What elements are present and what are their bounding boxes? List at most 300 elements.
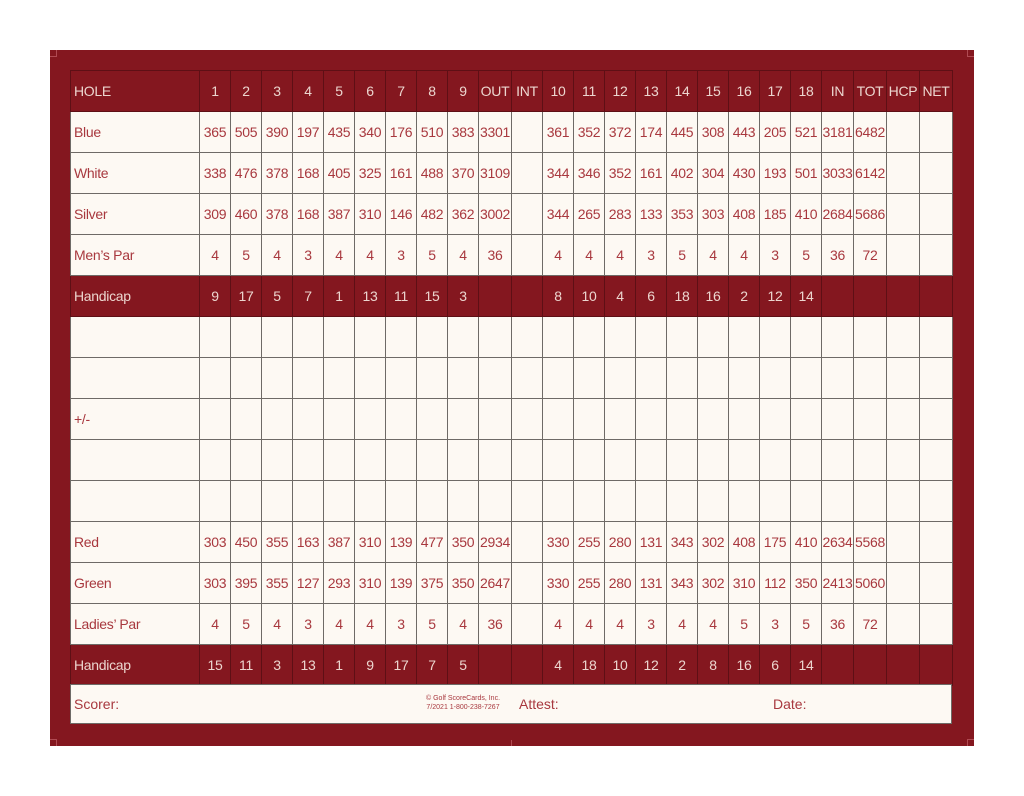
score-cell: 11 — [231, 645, 262, 686]
score-cell[interactable] — [448, 481, 479, 522]
score-cell[interactable] — [574, 317, 605, 358]
score-cell: 4 — [698, 235, 729, 276]
score-cell: 133 — [636, 194, 667, 235]
score-cell: 175 — [760, 522, 791, 563]
score-cell[interactable] — [698, 317, 729, 358]
score-cell: 193 — [760, 153, 791, 194]
score-cell[interactable] — [448, 358, 479, 399]
net-cell[interactable] — [920, 563, 953, 604]
tot-cell[interactable] — [854, 317, 887, 358]
score-cell[interactable] — [417, 399, 448, 440]
table-row — [71, 112, 953, 153]
score-cell: 402 — [667, 153, 698, 194]
score-cell: 4 — [605, 604, 636, 645]
out-cell: 36 — [479, 235, 512, 276]
header-hole-6: 6 — [355, 71, 386, 112]
score-cell[interactable] — [543, 317, 574, 358]
out-cell[interactable] — [479, 440, 512, 481]
row-label: Silver — [71, 194, 200, 235]
score-cell: 390 — [262, 112, 293, 153]
net-cell[interactable] — [920, 481, 953, 522]
center-fold-mark — [511, 740, 512, 746]
in-cell: 3181 — [822, 112, 854, 153]
score-cell: 4 — [324, 604, 355, 645]
hcp-cell[interactable] — [887, 235, 920, 276]
score-cell: 4 — [543, 235, 574, 276]
score-cell: 445 — [667, 112, 698, 153]
in-cell — [822, 645, 854, 686]
score-cell[interactable] — [574, 399, 605, 440]
score-cell[interactable] — [698, 358, 729, 399]
score-cell[interactable] — [324, 481, 355, 522]
score-cell: 387 — [324, 522, 355, 563]
score-cell: 5 — [791, 604, 822, 645]
score-cell: 2 — [667, 645, 698, 686]
score-cell: 3 — [293, 604, 324, 645]
score-cell: 343 — [667, 522, 698, 563]
out-cell[interactable] — [479, 481, 512, 522]
score-cell: 197 — [293, 112, 324, 153]
score-cell[interactable] — [760, 399, 791, 440]
score-cell[interactable] — [760, 481, 791, 522]
score-cell: 5 — [262, 276, 293, 317]
score-cell[interactable] — [729, 481, 760, 522]
score-cell: 435 — [324, 112, 355, 153]
tot-cell — [854, 645, 887, 686]
score-cell: 280 — [605, 563, 636, 604]
score-cell[interactable] — [386, 358, 417, 399]
score-cell: 4 — [667, 604, 698, 645]
score-cell: 303 — [698, 194, 729, 235]
score-cell[interactable] — [386, 481, 417, 522]
score-cell: 12 — [760, 276, 791, 317]
score-cell: 5 — [667, 235, 698, 276]
score-cell: 3 — [262, 645, 293, 686]
hcp-cell[interactable] — [887, 358, 920, 399]
score-cell[interactable] — [293, 399, 324, 440]
tot-cell[interactable] — [854, 358, 887, 399]
score-cell[interactable] — [231, 317, 262, 358]
score-cell: 4 — [262, 235, 293, 276]
crop-mark — [967, 739, 974, 746]
int-cell[interactable] — [512, 399, 543, 440]
int-cell — [512, 276, 543, 317]
score-cell[interactable] — [262, 440, 293, 481]
tot-cell: 5568 — [854, 522, 887, 563]
score-cell: 362 — [448, 194, 479, 235]
in-cell — [822, 276, 854, 317]
score-cell[interactable] — [605, 317, 636, 358]
score-cell: 355 — [262, 522, 293, 563]
score-cell[interactable] — [231, 358, 262, 399]
crop-mark — [50, 50, 57, 57]
score-cell[interactable] — [324, 358, 355, 399]
score-cell: 4 — [698, 604, 729, 645]
in-cell: 2413 — [822, 563, 854, 604]
score-cell: 378 — [262, 153, 293, 194]
row-label: Men’s Par — [71, 235, 200, 276]
hcp-cell[interactable] — [887, 399, 920, 440]
score-cell[interactable] — [605, 358, 636, 399]
in-cell: 36 — [822, 235, 854, 276]
score-cell[interactable] — [667, 317, 698, 358]
int-cell[interactable] — [512, 317, 543, 358]
score-cell: 265 — [574, 194, 605, 235]
net-cell[interactable] — [920, 399, 953, 440]
score-cell: 303 — [200, 522, 231, 563]
copyright-notice — [426, 694, 500, 712]
hcp-cell[interactable] — [887, 112, 920, 153]
score-cell[interactable] — [636, 399, 667, 440]
tot-cell: 6142 — [854, 153, 887, 194]
net-cell[interactable] — [920, 194, 953, 235]
score-cell[interactable] — [448, 440, 479, 481]
score-cell[interactable] — [791, 317, 822, 358]
score-cell[interactable] — [200, 440, 231, 481]
out-cell[interactable] — [479, 399, 512, 440]
score-cell: 15 — [200, 645, 231, 686]
score-cell: 378 — [262, 194, 293, 235]
tot-cell[interactable] — [854, 399, 887, 440]
in-cell: 2684 — [822, 194, 854, 235]
row-label: Ladies’ Par — [71, 604, 200, 645]
row-label — [71, 317, 200, 358]
table-row — [71, 317, 953, 358]
copyright-line-2: 7/2021 1-800-238-7267 — [426, 704, 500, 711]
hcp-cell[interactable] — [887, 604, 920, 645]
score-cell[interactable] — [448, 317, 479, 358]
hcp-cell[interactable] — [887, 194, 920, 235]
score-cell[interactable] — [791, 481, 822, 522]
score-cell: 350 — [448, 563, 479, 604]
score-cell: 161 — [386, 153, 417, 194]
header-hole-11: 11 — [574, 71, 605, 112]
header-hole-9: 9 — [448, 71, 479, 112]
tot-cell — [854, 276, 887, 317]
score-cell[interactable] — [574, 358, 605, 399]
hcp-cell[interactable] — [887, 522, 920, 563]
score-cell[interactable] — [667, 440, 698, 481]
score-cell: 5 — [231, 235, 262, 276]
tot-cell: 72 — [854, 235, 887, 276]
score-cell: 410 — [791, 522, 822, 563]
row-label — [71, 358, 200, 399]
score-cell[interactable] — [262, 358, 293, 399]
score-cell[interactable] — [200, 481, 231, 522]
out-cell: 2647 — [479, 563, 512, 604]
tot-cell[interactable] — [854, 440, 887, 481]
score-cell[interactable] — [262, 399, 293, 440]
score-cell: 4 — [448, 604, 479, 645]
score-cell[interactable] — [355, 358, 386, 399]
score-cell: 10 — [574, 276, 605, 317]
score-cell[interactable] — [760, 440, 791, 481]
score-cell: 365 — [200, 112, 231, 153]
hcp-cell[interactable] — [887, 317, 920, 358]
score-cell: 3 — [386, 604, 417, 645]
score-cell: 4 — [574, 235, 605, 276]
int-cell[interactable] — [512, 153, 543, 194]
score-cell[interactable] — [231, 440, 262, 481]
net-cell[interactable] — [920, 522, 953, 563]
score-cell[interactable] — [791, 399, 822, 440]
header-hole-8: 8 — [417, 71, 448, 112]
score-cell[interactable] — [324, 399, 355, 440]
score-cell[interactable] — [636, 358, 667, 399]
score-cell: 9 — [355, 645, 386, 686]
net-cell[interactable] — [920, 440, 953, 481]
net-cell[interactable] — [920, 235, 953, 276]
score-cell[interactable] — [605, 481, 636, 522]
out-cell: 2934 — [479, 522, 512, 563]
net-cell[interactable] — [920, 358, 953, 399]
header-hole-12: 12 — [605, 71, 636, 112]
score-cell[interactable] — [698, 440, 729, 481]
score-cell: 11 — [386, 276, 417, 317]
score-cell[interactable] — [605, 399, 636, 440]
score-cell: 112 — [760, 563, 791, 604]
crop-mark — [50, 739, 57, 746]
in-cell[interactable] — [822, 358, 854, 399]
score-cell: 14 — [791, 276, 822, 317]
score-cell[interactable] — [386, 440, 417, 481]
score-cell: 408 — [729, 522, 760, 563]
score-cell: 139 — [386, 522, 417, 563]
score-cell: 482 — [417, 194, 448, 235]
scorecard-grid — [70, 70, 953, 686]
hcp-cell[interactable] — [887, 563, 920, 604]
score-cell[interactable] — [698, 481, 729, 522]
score-cell: 1 — [324, 276, 355, 317]
in-cell[interactable] — [822, 481, 854, 522]
score-cell: 302 — [698, 563, 729, 604]
score-cell: 4 — [324, 235, 355, 276]
score-cell[interactable] — [262, 481, 293, 522]
score-cell: 302 — [698, 522, 729, 563]
score-cell[interactable] — [667, 481, 698, 522]
score-cell[interactable] — [386, 317, 417, 358]
net-cell — [920, 276, 953, 317]
net-cell[interactable] — [920, 112, 953, 153]
score-cell: 310 — [355, 194, 386, 235]
score-cell: 350 — [791, 563, 822, 604]
in-cell[interactable] — [822, 440, 854, 481]
score-cell: 255 — [574, 563, 605, 604]
score-cell: 16 — [729, 645, 760, 686]
score-cell[interactable] — [760, 317, 791, 358]
score-cell: 163 — [293, 522, 324, 563]
net-cell[interactable] — [920, 317, 953, 358]
score-cell: 395 — [231, 563, 262, 604]
score-cell[interactable] — [667, 399, 698, 440]
table-row — [71, 481, 953, 522]
table-row — [71, 358, 953, 399]
score-cell[interactable] — [200, 317, 231, 358]
header-hole-label: HOLE — [71, 71, 200, 112]
score-cell: 408 — [729, 194, 760, 235]
score-cell: 410 — [791, 194, 822, 235]
score-cell: 344 — [543, 153, 574, 194]
score-cell[interactable] — [729, 317, 760, 358]
int-cell[interactable] — [512, 235, 543, 276]
hcp-cell[interactable] — [887, 153, 920, 194]
score-cell[interactable] — [729, 440, 760, 481]
score-cell: 352 — [605, 153, 636, 194]
int-cell[interactable] — [512, 481, 543, 522]
score-cell[interactable] — [293, 317, 324, 358]
header-hole-3: 3 — [262, 71, 293, 112]
score-cell[interactable] — [729, 399, 760, 440]
score-cell[interactable] — [324, 317, 355, 358]
table-row — [71, 440, 953, 481]
score-cell: 161 — [636, 153, 667, 194]
score-cell[interactable] — [543, 399, 574, 440]
table-row — [71, 522, 953, 563]
score-cell[interactable] — [324, 440, 355, 481]
score-cell: 510 — [417, 112, 448, 153]
row-label: White — [71, 153, 200, 194]
header-hole-15: 15 — [698, 71, 729, 112]
hcp-cell — [887, 276, 920, 317]
score-cell: 5 — [231, 604, 262, 645]
out-cell: 3002 — [479, 194, 512, 235]
score-cell: 330 — [543, 522, 574, 563]
score-cell: 338 — [200, 153, 231, 194]
score-cell: 370 — [448, 153, 479, 194]
score-cell[interactable] — [417, 481, 448, 522]
score-cell[interactable] — [698, 399, 729, 440]
score-cell: 168 — [293, 194, 324, 235]
score-cell: 4 — [262, 604, 293, 645]
score-cell[interactable] — [574, 481, 605, 522]
score-cell: 4 — [448, 235, 479, 276]
int-cell[interactable] — [512, 522, 543, 563]
tot-cell[interactable] — [854, 481, 887, 522]
score-cell[interactable] — [355, 440, 386, 481]
score-cell[interactable] — [293, 481, 324, 522]
header-hcp: HCP — [887, 71, 920, 112]
score-cell[interactable] — [293, 358, 324, 399]
score-cell: 14 — [791, 645, 822, 686]
score-cell[interactable] — [231, 399, 262, 440]
attest-label: Attest: — [519, 696, 559, 712]
in-cell[interactable] — [822, 399, 854, 440]
net-cell[interactable] — [920, 153, 953, 194]
score-cell: 505 — [231, 112, 262, 153]
score-cell: 340 — [355, 112, 386, 153]
score-cell: 174 — [636, 112, 667, 153]
score-cell: 18 — [667, 276, 698, 317]
score-cell[interactable] — [262, 317, 293, 358]
score-cell[interactable] — [636, 317, 667, 358]
header-hole-2: 2 — [231, 71, 262, 112]
in-cell[interactable] — [822, 317, 854, 358]
score-cell[interactable] — [760, 358, 791, 399]
header-int: INT — [512, 71, 543, 112]
score-cell: 303 — [200, 563, 231, 604]
tot-cell: 72 — [854, 604, 887, 645]
score-cell[interactable] — [574, 440, 605, 481]
score-cell[interactable] — [636, 481, 667, 522]
score-cell: 176 — [386, 112, 417, 153]
score-cell: 3 — [760, 235, 791, 276]
hcp-cell[interactable] — [887, 440, 920, 481]
score-cell[interactable] — [543, 440, 574, 481]
score-cell: 308 — [698, 112, 729, 153]
score-cell[interactable] — [543, 481, 574, 522]
int-cell[interactable] — [512, 358, 543, 399]
score-cell: 3 — [293, 235, 324, 276]
table-row — [71, 563, 953, 604]
net-cell[interactable] — [920, 604, 953, 645]
score-cell: 4 — [574, 604, 605, 645]
score-cell: 10 — [605, 645, 636, 686]
score-cell: 4 — [200, 235, 231, 276]
header-out: OUT — [479, 71, 512, 112]
hcp-cell[interactable] — [887, 481, 920, 522]
scorer-label: Scorer: — [74, 696, 120, 712]
int-cell[interactable] — [512, 194, 543, 235]
score-cell: 352 — [574, 112, 605, 153]
row-label: Green — [71, 563, 200, 604]
score-cell: 488 — [417, 153, 448, 194]
header-tot: TOT — [854, 71, 887, 112]
header-hole-1: 1 — [200, 71, 231, 112]
score-cell[interactable] — [729, 358, 760, 399]
tot-cell: 6482 — [854, 112, 887, 153]
score-cell: 344 — [543, 194, 574, 235]
net-cell — [920, 645, 953, 686]
score-cell[interactable] — [417, 317, 448, 358]
score-cell[interactable] — [667, 358, 698, 399]
int-cell[interactable] — [512, 440, 543, 481]
out-cell: 3109 — [479, 153, 512, 194]
out-cell: 3301 — [479, 112, 512, 153]
score-cell: 460 — [231, 194, 262, 235]
score-cell[interactable] — [636, 440, 667, 481]
score-cell[interactable] — [355, 399, 386, 440]
score-cell: 4 — [729, 235, 760, 276]
score-cell[interactable] — [543, 358, 574, 399]
score-cell[interactable] — [605, 440, 636, 481]
score-cell[interactable] — [386, 399, 417, 440]
score-cell[interactable] — [200, 399, 231, 440]
score-cell[interactable] — [231, 481, 262, 522]
score-cell: 4 — [605, 276, 636, 317]
out-cell[interactable] — [479, 317, 512, 358]
score-cell[interactable] — [355, 317, 386, 358]
score-cell[interactable] — [448, 399, 479, 440]
int-cell[interactable] — [512, 112, 543, 153]
score-cell[interactable] — [791, 358, 822, 399]
score-cell[interactable] — [417, 440, 448, 481]
score-cell: 280 — [605, 522, 636, 563]
score-cell[interactable] — [791, 440, 822, 481]
int-cell — [512, 645, 543, 686]
score-cell: 430 — [729, 153, 760, 194]
int-cell[interactable] — [512, 604, 543, 645]
score-cell[interactable] — [417, 358, 448, 399]
score-cell[interactable] — [200, 358, 231, 399]
int-cell[interactable] — [512, 563, 543, 604]
out-cell[interactable] — [479, 358, 512, 399]
date-label: Date: — [773, 696, 807, 712]
score-cell: 18 — [574, 645, 605, 686]
score-cell[interactable] — [355, 481, 386, 522]
row-label: Red — [71, 522, 200, 563]
score-cell[interactable] — [293, 440, 324, 481]
score-cell: 450 — [231, 522, 262, 563]
